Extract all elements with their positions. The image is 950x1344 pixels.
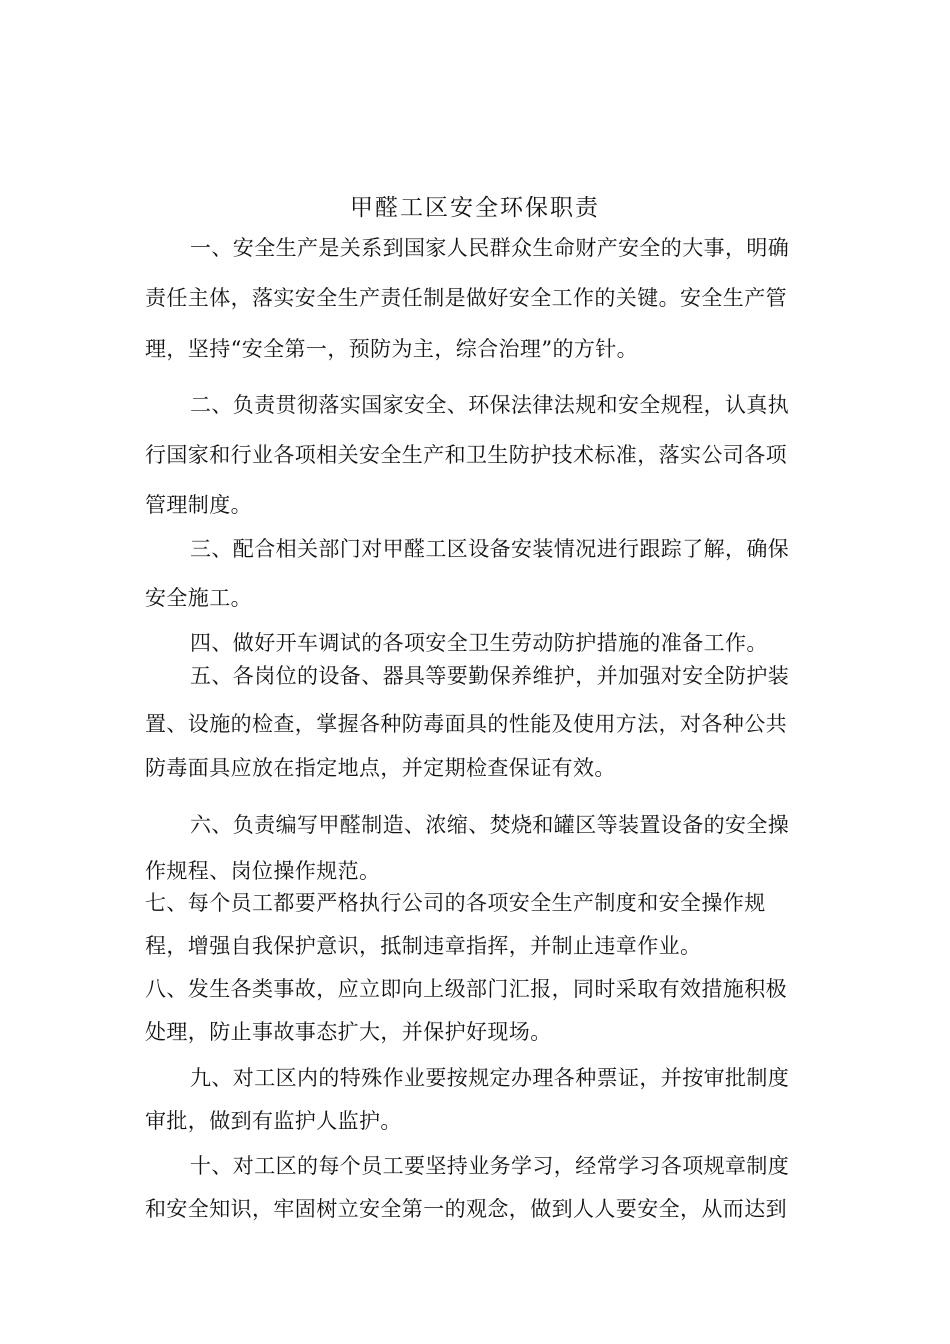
paragraph-4-line-1: 四、做好开车调试的各项安全卫生劳动防护措施的准备工作。 [190,631,768,655]
paragraph-3-line-2: 安全施工。 [145,586,252,610]
paragraph-2-line-1: 二、负责贯彻落实国家安全、环保法律法规和安全规程，认真执 [190,393,790,417]
paragraph-3-line-1: 三、配合相关部门对甲醛工区设备安装情况进行跟踪了解，确保 [190,537,790,561]
paragraph-1-line-3: 理，坚持“安全第一，预防为主，综合治理”的方针。 [145,337,639,361]
paragraph-8-line-1: 八、发生各类事故，应立即向上级部门汇报，同时采取有效措施积极 [145,977,787,1001]
paragraph-9-line-1: 九、对工区内的特殊作业要按规定办理各种票证，并按审批制度 [190,1066,790,1090]
paragraph-6-line-1: 六、负责编写甲醛制造、浓缩、焚烧和罐区等装置设备的安全操 [190,813,790,837]
paragraph-8-line-2: 处理，防止事故事态扩大，并保护好现场。 [145,1020,552,1044]
paragraph-2-line-2: 行国家和行业各项相关安全生产和卫生防护技术标准，落实公司各项 [145,443,787,467]
paragraph-1-line-1: 一、安全生产是关系到国家人民群众生命财产安全的大事，明确 [190,236,790,260]
paragraph-5-line-1: 五、各岗位的设备、器具等要勤保养维护，并加强对安全防护装 [190,664,790,688]
paragraph-9-line-2: 审批，做到有监护人监护。 [145,1109,402,1133]
paragraph-5-line-2: 置、设施的检查，掌握各种防毒面具的性能及使用方法，对各种公共 [145,712,787,736]
paragraph-6-line-2: 作规程、岗位操作规范。 [145,859,381,883]
paragraph-7-line-2: 程，增强自我保护意识，抵制违章指挥，并制止违章作业。 [145,934,702,958]
paragraph-5-line-3: 防毒面具应放在指定地点，并定期检查保证有效。 [145,756,616,780]
document-title: 甲醛工区安全环保职责 [350,195,600,221]
paragraph-1-line-2: 责任主体，落实安全生产责任制是做好安全工作的关键。安全生产管 [145,286,787,310]
paragraph-10-line-1: 十、对工区的每个员工要坚持业务学习，经常学习各项规章制度 [190,1154,790,1178]
paragraph-2-line-3: 管理制度。 [145,493,252,517]
paragraph-10-line-2: 和安全知识，牢固树立安全第一的观念，做到人人要安全，从而达到 [145,1197,787,1221]
paragraph-7-line-1: 七、每个员工都要严格执行公司的各项安全生产制度和安全操作规 [145,891,766,915]
